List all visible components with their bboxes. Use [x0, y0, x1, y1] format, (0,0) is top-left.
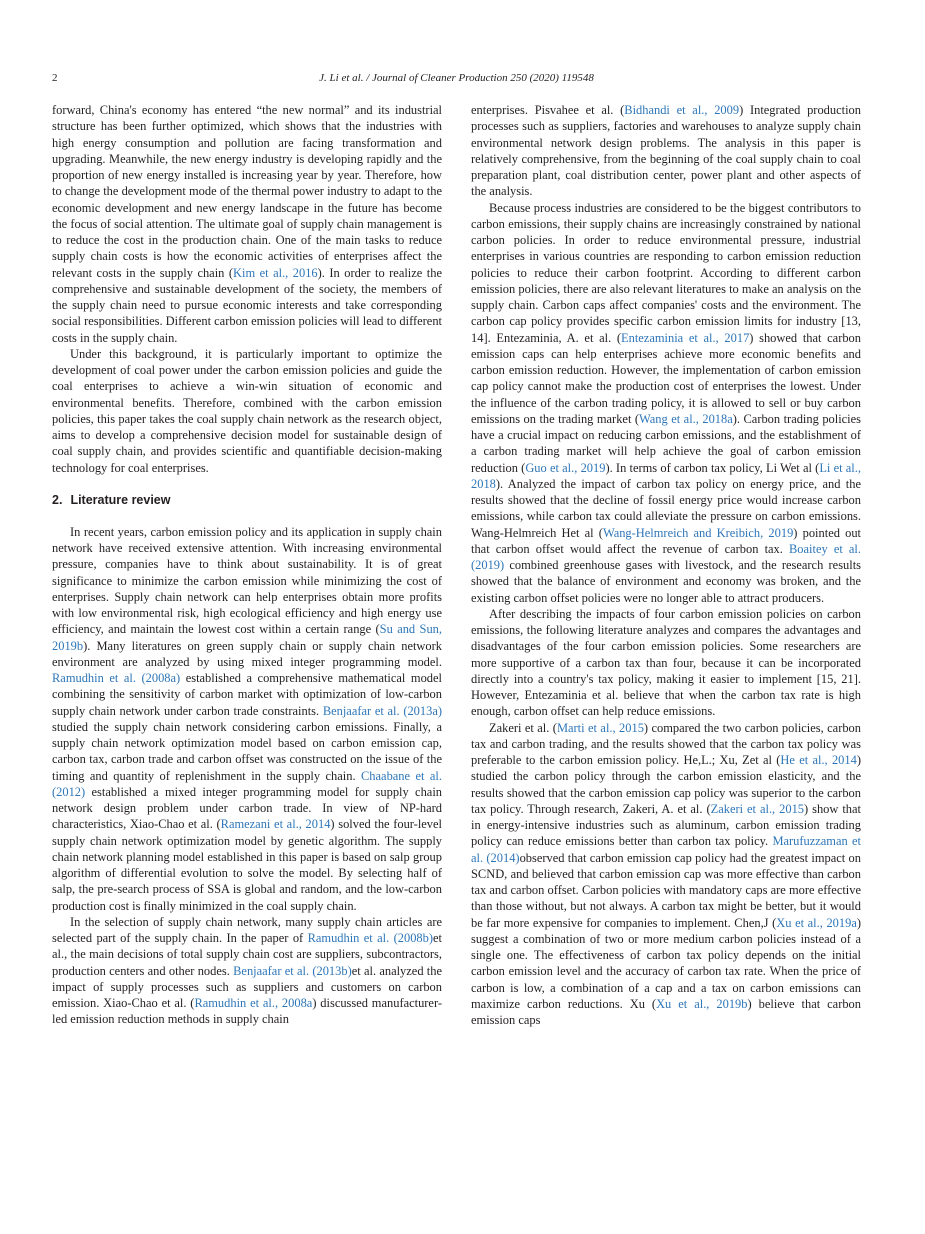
- paragraph-text: ) showed that carbon emission caps can help enterprises achieve more economic benefits and carbon emission reduction. However, the implementation of carbon emission cap policy cannot make the production cost of enterprises the lowest. Under the influence of the carbon trading policy, it is allowed to sell or buy carbon emissions on the trading market (: [471, 330, 861, 426]
- citation-link[interactable]: Marufuzzaman et al. (2014): [471, 834, 861, 865]
- citation-link[interactable]: Benjaafar et al. (2013b): [233, 963, 352, 978]
- left-column: [52, 102, 442, 1028]
- section-title: Literature review: [70, 492, 171, 507]
- citation-link[interactable]: Marti et al., 2015: [556, 720, 644, 735]
- paragraph-text: ) believe that carbon emission caps: [471, 996, 861, 1027]
- citation-link[interactable]: Bidhandi et al., 2009: [624, 103, 740, 117]
- running-head: J. Li et al. / Journal of Cleaner Production 250 (2020) 119548: [319, 72, 594, 84]
- paragraph-text: ) compared the two carbon policies, carbon tax and carbon trading, and the results showed that the carbon tax policy was preferable to the carbon emission policy. He,L.; Xu, Zet al (: [471, 720, 861, 767]
- paragraph-text: ) show that in energy-intensive industries such as aluminum, carbon emission trading policy can reduce emissions better than carbon tax policy.: [471, 801, 861, 849]
- paragraph-text: established a comprehensive mathematical model combining the sensitivity of carbon market with optimization of low-carbon supply chain network under carbon trade constraints.: [52, 671, 442, 718]
- paragraph-text: ) suggest a combination of two or more medium carbon policies instead of a single one. The effectiveness of carbon tax policy depends on the initial carbon emission level and the accuracy of carbon tax rate. When the price of carbon is low, a combination of a cap and a tax on carbon emissions can maximize carbon reductions. Xu (: [471, 915, 861, 1011]
- paragraph-text: ). In order to realize the comprehensive and sustainable development of the society, the members of the supply chain need to pursue economic interests and take corresponding social responsibilities. Different carbon emission policies will lead to different costs in the supply chain.: [52, 265, 442, 345]
- paragraph-text: ). Carbon trading policies have a crucial impact on reducing carbon emissions, and the establishment of a carbon trading market will help achieve the goal of carbon emission reduction (: [471, 411, 861, 475]
- paragraph-text: combined greenhouse gases with livestock, and the research results showed that the balance of environment and economy was broken, and the existing carbon offset policies were no longer able to attract producers.: [471, 558, 861, 605]
- citation-link[interactable]: Guo et al., 2019: [525, 460, 606, 475]
- page-header: [52, 72, 861, 88]
- paragraph-text: Zakeri et al. (: [489, 720, 557, 735]
- paragraph-text: studied the supply chain network considering carbon emissions. Finally, a supply chain network optimization model based on carbon emission cap, carbon tax, carbon trade and carbon offset was constructed on the issue of the timing and quantity of replenishment in the supply chain.: [52, 719, 442, 783]
- paragraph-text: ). Many literatures on green supply chain or supply chain network environment are analyzed by using mixed integer programming model.: [52, 638, 442, 669]
- citation-link[interactable]: Entezaminia et al., 2017: [621, 330, 750, 345]
- paragraph-text: In the selection of supply chain network, many supply chain articles are selected part of the supply chain. In the paper of: [52, 914, 442, 945]
- paragraph: After describing the impacts of four carbon emission policies on carbon emissions, the following literature analyzes and compares the advantages and disadvantages of the four carbon emission policies. Some researchers are more supportive of a carbon tax than four, because it can be incorporated directly into a country's tax policy, making it easier to implement [15, 21]. However, Entezaminia et al. believe that when the carbon tax rate is high enough, carbon offset can help reduce emissions.: [471, 606, 861, 719]
- citation-link[interactable]: He et al., 2014: [780, 753, 857, 767]
- paragraph-text: established a mixed integer programming model for supply chain network design problem under carbon trade. In view of NP-hard characteristics, Xiao-Chao et al. (: [52, 784, 442, 832]
- page-number: 2: [52, 72, 58, 84]
- citation-link[interactable]: Zakeri et al., 2015: [710, 801, 805, 816]
- citation-link[interactable]: Su and Sun, 2019b: [52, 622, 442, 653]
- citation-link[interactable]: Ramezani et al., 2014: [220, 817, 331, 832]
- paragraph-text: enterprises. Pisvahee et al. (: [471, 103, 625, 117]
- paragraph: [52, 524, 442, 914]
- paragraph: Under this background, it is particularly important to optimize the development of coal power under the carbon emission policies and guide the coal enterprises to achieve a win-win situation of economic and environmental benefits. Therefore, combined with the carbon emission policies, this paper takes the coal supply chain network as the research object, aims to develop a comprehensive decision model for sustainable design of coal supply chain, and provides scientific and quantifiable decision-making technology for coal enterprises.: [52, 346, 442, 475]
- paragraph-text: In recent years, carbon emission policy and its application in supply chain network have received extensive attention. With increasing environmental pressure, companies have to think about sustainability. It is of great significance to minimize the carbon emission while minimizing the cost of enterprises. Supply chain network can help enterprises obtain more profits with low environmental risk, high ecological efficiency and high energy use efficiency, and maintain the lowest cost within a certain range (: [52, 524, 442, 637]
- paragraph-text: forward, China's economy has entered “the new normal” and its industrial structure has been further optimized, which shows that the industries with high energy consumption and pollution are facing transformation and upgrading. Meanwhile, the new energy industry is developing rapidly and the proportion of new energy installed is increasing year by year. Therefore, how to change the development mode of the thermal power industry to adapt to the economic development and new energy landscape in the future has become the focus of social attention. The ultimate goal of supply chain management is to reduce the cost in the production chain. One of the main tasks to reduce supply chain costs is how the economic activities of enterprises affect the relevant costs in the supply chain (: [52, 103, 442, 280]
- section-number: 2.: [52, 492, 63, 507]
- paragraph-text: ) solved the four-level supply chain network optimization model by genetic algorithm. The supply chain network planning model established in this paper is based on salp group algorithm of differential evolution to solve the model. By selecting half of salp, the pre-search process of SSA is global and random, and the low-carbon production cost is finally minimized in the coal supply chain.: [52, 817, 442, 913]
- paragraph-text: Because process industries are considered to be the biggest contributors to carbon emissions, their supply chains are increasingly constrained by national carbon policies. In order to reduce environmental pressure, industrial enterprises in various countries are responding to carbon emission reduction policies to reduce their carbon footprint. According to different carbon emission policies, there are also relevant literatures to make an analysis on the supply chain. Carbon caps affect companies' costs and the environment. The carbon cap policy provides specific carbon emission limits for industry [13, 14]. Entezaminia, A. et al. (: [471, 200, 861, 345]
- paragraph-text: ). Analyzed the impact of carbon tax policy on energy price, and the results showed that the decline of fossil energy price would increase carbon emissions, while carbon tax could alleviate the pressure on carbon emissions. Wang-Helmreich Het al (: [471, 476, 861, 540]
- paragraph: [471, 720, 861, 1029]
- citation-link[interactable]: Xu et al., 2019b: [656, 996, 748, 1011]
- citation-link[interactable]: Li et al., 2018: [471, 460, 861, 491]
- right-column: [471, 102, 861, 1028]
- citation-link[interactable]: Boaitey et al. (2019): [471, 541, 862, 572]
- paragraph: [471, 200, 861, 606]
- section-heading: [52, 492, 442, 508]
- citation-link[interactable]: Ramudhin et al., 2008a: [194, 996, 313, 1010]
- paragraph-text: ) studied the carbon policy through the carbon emission elasticity, and the results showed that the carbon emission cap policy was superior to the carbon tax policy. Through research, Zakeri, A. et al. (: [471, 753, 861, 816]
- citation-link[interactable]: Wang et al., 2018a: [639, 411, 733, 426]
- paragraph: [471, 102, 861, 200]
- paragraph-text: ) pointed out that carbon offset would affect the revenue of carbon tax.: [471, 525, 862, 556]
- citation-link[interactable]: Chaabane et al. (2012): [52, 768, 442, 799]
- paragraph-text: observed that carbon emission cap policy had the greatest impact on SCND, and believed that carbon emission cap was more effective than carbon tax and carbon offset. Carbon policies with mandatory caps are more effective than those without, but not always. A carbon tax might be better, but it would be far more expensive for companies to implement. Chen,J (: [471, 850, 861, 930]
- citation-link[interactable]: Xu et al., 2019a: [776, 915, 857, 930]
- citation-link[interactable]: Benjaafar et al. (2013a): [322, 703, 443, 718]
- citation-link[interactable]: Ramudhin et al. (2008b): [307, 931, 434, 945]
- paragraph-text: et al., the main decisions of total supply chain cost are suppliers, subcontractors, production centers and other nodes.: [52, 931, 442, 978]
- paragraph-text: ) discussed manufacturer-led emission reduction methods in supply chain: [52, 996, 442, 1027]
- citation-link[interactable]: Kim et al., 2016: [233, 265, 318, 280]
- paragraph-text: ) Integrated production processes such as suppliers, factories and warehouses to analyze supply chain environmental network design problems. The analysis in this paper is relatively comprehensive, from the beginning of the coal supply chain to coal preparation plant, coal distribution center, power plant and other aspects of the analysis.: [471, 103, 861, 199]
- paragraph-text: ). In terms of carbon tax policy, Li Wet al (: [605, 460, 820, 475]
- paragraph: [52, 102, 442, 346]
- paragraph-text: et al. analyzed the impact of supply processes such as suppliers and customers on carbon emission. Xiao-Chao et al. (: [52, 963, 443, 1010]
- paragraph: [52, 914, 442, 1028]
- citation-link[interactable]: Wang-Helmreich and Kreibich, 2019: [602, 525, 794, 540]
- citation-link[interactable]: Ramudhin et al. (2008a): [52, 671, 181, 685]
